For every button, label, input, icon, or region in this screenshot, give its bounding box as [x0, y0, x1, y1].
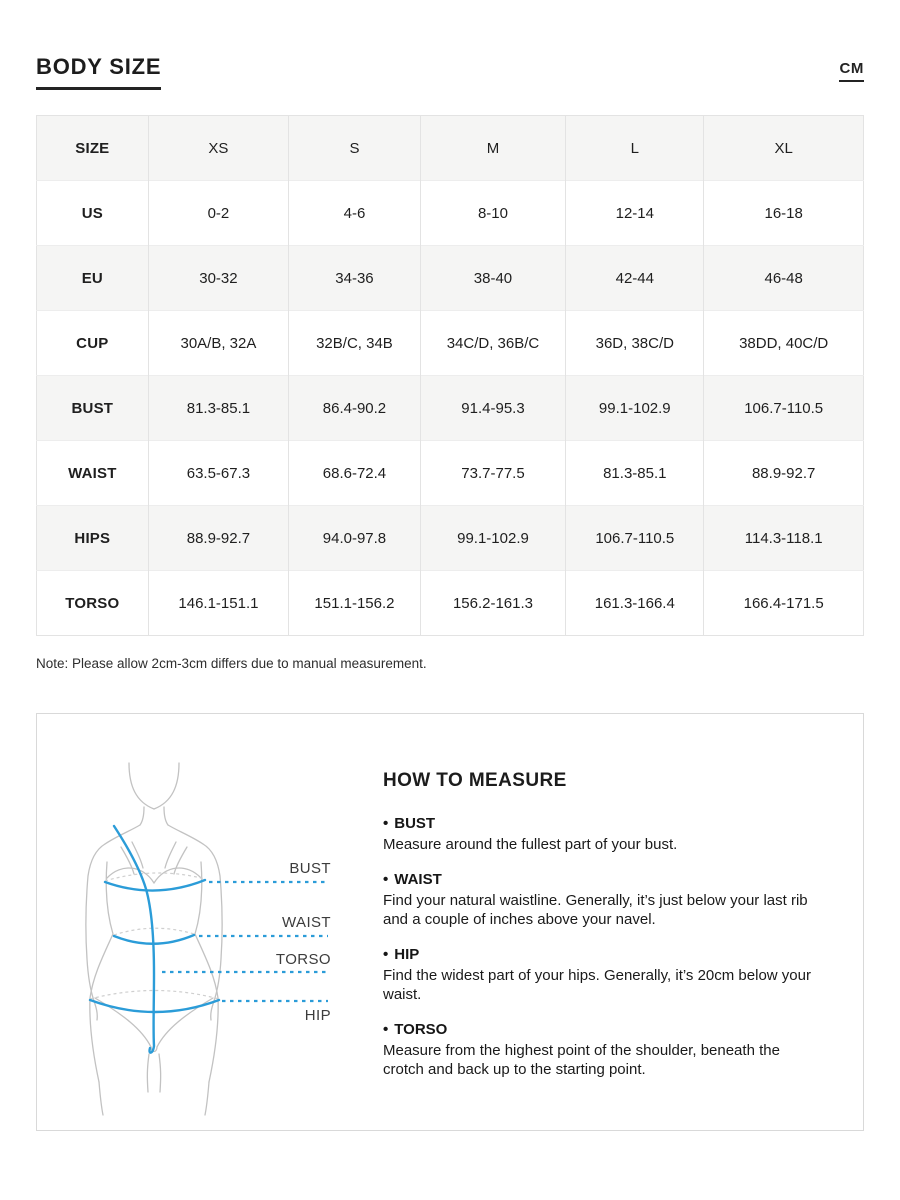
body-size-table	[36, 115, 864, 636]
table-row-cup	[37, 311, 864, 376]
size-cell: 8-10	[420, 181, 566, 246]
table-row-eu	[37, 246, 864, 311]
measure-item-hip	[383, 946, 821, 1005]
table-row-hips	[37, 506, 864, 571]
title-block	[36, 54, 161, 90]
size-cell: 12-14	[566, 181, 704, 246]
size-cell: 88.9-92.7	[704, 441, 864, 506]
size-cell: 91.4-95.3	[420, 376, 566, 441]
table-row-us	[37, 181, 864, 246]
page-title: BODY SIZE	[36, 54, 162, 79]
measure-term-label: WAIST	[394, 870, 442, 888]
size-cell: 34-36	[289, 246, 420, 311]
measure-description: Measure from the highest point of the shoulder, beneath the crotch and back up to the starting point.	[383, 1041, 780, 1078]
size-cell: 36D, 38C/D	[566, 311, 704, 376]
row-label: HIPS	[37, 506, 149, 571]
measure-term	[383, 946, 821, 963]
bullet-icon: •	[383, 1020, 389, 1038]
size-cell: 114.3-118.1	[704, 506, 864, 571]
row-label: US	[37, 181, 149, 246]
size-cell: 156.2-161.3	[420, 571, 566, 636]
col-header-s: S	[289, 116, 420, 181]
size-cell: 88.9-92.7	[148, 506, 289, 571]
how-to-measure-text	[383, 714, 845, 1130]
title-underline	[36, 87, 161, 90]
size-cell: 42-44	[566, 246, 704, 311]
measurement-note: Note: Please allow 2cm-3cm differs due to manual measurement.	[36, 656, 427, 671]
size-cell: 30A/B, 32A	[148, 311, 289, 376]
size-cell: 46-48	[704, 246, 864, 311]
how-to-measure-panel	[36, 713, 864, 1131]
waist-back-arc	[114, 928, 194, 935]
size-cell: 146.1-151.1	[148, 571, 289, 636]
size-cell: 0-2	[148, 181, 289, 246]
measure-term	[383, 871, 821, 888]
col-header-xl: XL	[774, 139, 793, 157]
size-cell: 99.1-102.9	[566, 376, 704, 441]
measure-item-bust	[383, 815, 821, 855]
header	[36, 54, 864, 90]
col-header-m: M	[420, 116, 566, 181]
bullet-icon: •	[383, 945, 389, 963]
measure-term-label: TORSO	[394, 1020, 448, 1038]
diagram-label-waist: WAIST	[282, 914, 331, 931]
size-cell: 166.4-171.5	[704, 571, 864, 636]
size-cell: 73.7-77.5	[420, 441, 566, 506]
row-label: BUST	[37, 376, 149, 441]
size-cell: 38-40	[420, 246, 566, 311]
how-to-measure-heading: HOW TO MEASURE	[383, 770, 567, 791]
row-label: CUP	[37, 311, 149, 376]
table-row-bust	[37, 376, 864, 441]
size-cell: 161.3-166.4	[566, 571, 704, 636]
row-label: EU	[37, 246, 149, 311]
size-cell: 81.3-85.1	[148, 376, 289, 441]
unit-toggle-cm[interactable]: CM	[839, 60, 864, 82]
measure-description: Measure around the fullest part of your bust.	[383, 836, 678, 853]
measure-item-torso	[383, 1021, 821, 1080]
col-header-l: L	[566, 116, 704, 181]
measure-description: Find your natural waistline. Generally, it’s just below your last rib and a couple of inches above your navel.	[383, 891, 808, 928]
table-header-row	[37, 116, 864, 181]
measure-description: Find the widest part of your hips. Generally, it’s 20cm below your waist.	[383, 966, 811, 1003]
size-cell: 34C/D, 36B/C	[420, 311, 566, 376]
size-cell: 99.1-102.9	[420, 506, 566, 571]
size-cell: 63.5-67.3	[148, 441, 289, 506]
bullet-icon: •	[383, 870, 389, 888]
size-cell: 106.7-110.5	[704, 376, 864, 441]
size-cell: 32B/C, 34B	[289, 311, 420, 376]
leader-lines	[162, 882, 328, 1001]
size-cell: 106.7-110.5	[566, 506, 704, 571]
measure-item-waist	[383, 871, 821, 930]
measure-term	[383, 815, 821, 832]
size-cell: 86.4-90.2	[289, 376, 420, 441]
diagram-label-bust: BUST	[289, 860, 331, 877]
size-cell: 151.1-156.2	[289, 571, 420, 636]
diagram-label-torso: TORSO	[275, 951, 331, 968]
diagram-label-hip: HIP	[304, 1007, 331, 1024]
size-cell: 94.0-97.8	[289, 506, 420, 571]
measure-term-label: BUST	[394, 815, 436, 832]
body-measure-diagram	[37, 714, 383, 1130]
bullet-icon: •	[383, 815, 389, 832]
table-row-waist	[37, 441, 864, 506]
size-cell: 81.3-85.1	[566, 441, 704, 506]
measure-lines	[90, 826, 219, 1053]
col-header-size: SIZE	[37, 116, 149, 181]
row-label: WAIST	[37, 441, 149, 506]
size-cell: 4-6	[289, 181, 420, 246]
size-cell: 30-32	[148, 246, 289, 311]
measure-term	[383, 1021, 821, 1038]
table-row-torso	[37, 571, 864, 636]
row-label: TORSO	[37, 571, 149, 636]
body-figure-illustration	[37, 714, 383, 1130]
size-cell: 68.6-72.4	[289, 441, 420, 506]
col-header-xs: XS	[148, 116, 289, 181]
size-cell: 16-18	[704, 181, 864, 246]
measure-term-label: HIP	[394, 945, 420, 963]
size-cell: 38DD, 40C/D	[704, 311, 864, 376]
bust-back-arc	[105, 873, 205, 881]
